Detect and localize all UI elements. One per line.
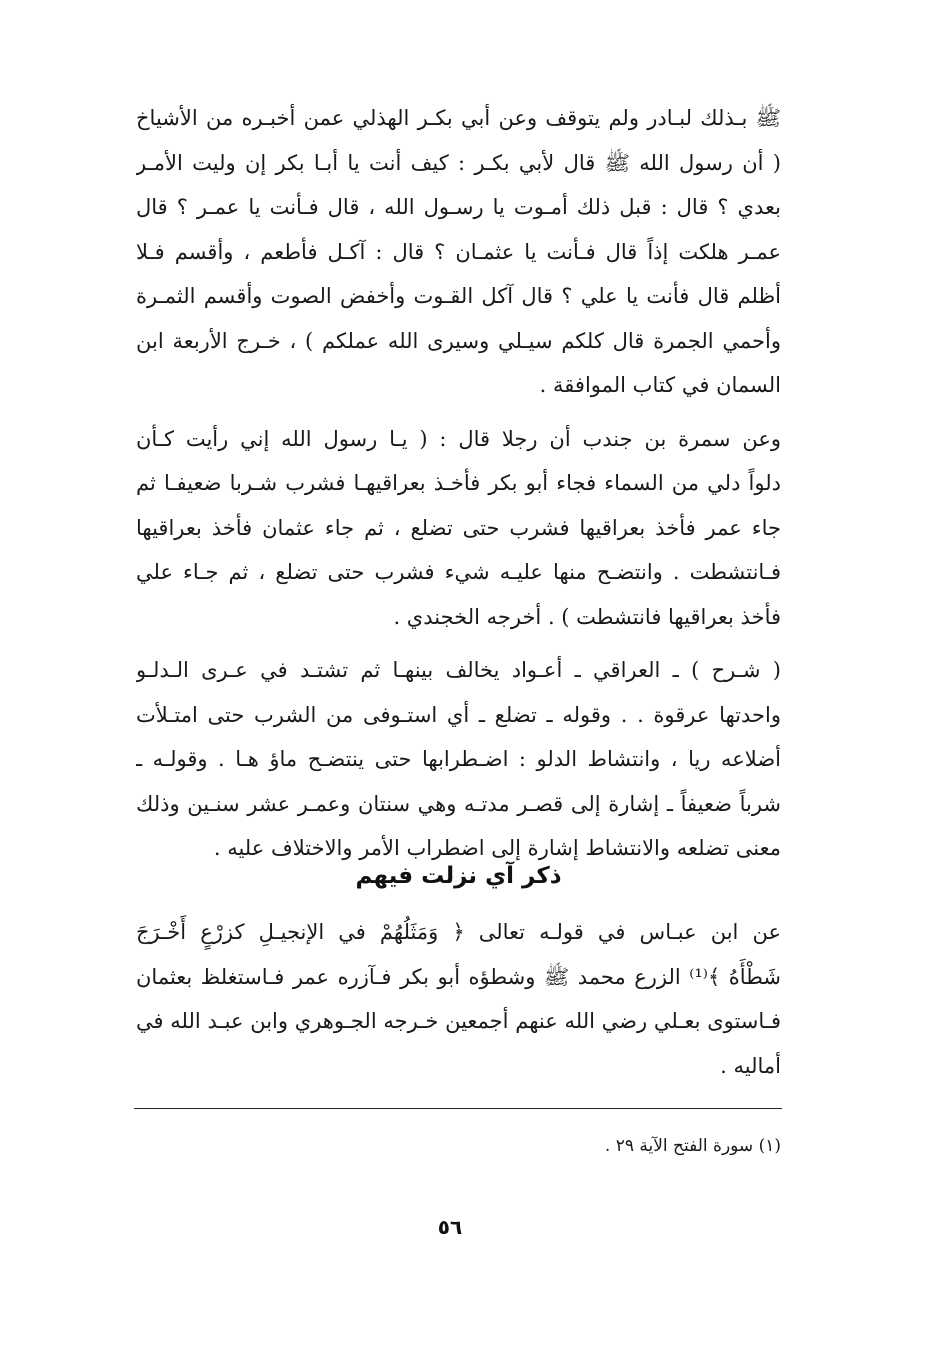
text-line: شرباً ضعيفاً ـ إشارة إلى قصـر مدتـه وهي سنتان وعمـر عشر سنـين وذلك (136, 791, 781, 816)
text-line: ﷺ بـذلك لبـادر ولم يتوقف وعن أبي بكـر الهذلي عمن أخبـره من الأشياخ (136, 106, 781, 130)
text-line: أظلم قال فأنت يا علي ؟ قال آكل القـوت وأخفض الصوت وأقسم الثمـرة (136, 284, 781, 308)
text-line: السمان في كتاب الموافقة . (539, 373, 781, 397)
text-line: دلواً دلي من السماء فجاء أبو بكر فأخـذ بعراقيهـا فشرب شـربا ضعيفـا ثم (136, 471, 781, 495)
text-line: فـاستوى بعـلي رضي الله عنهم أجمعين خـرجه الجـوهري وابن عبـد الله في (136, 1009, 781, 1033)
text-line: ( شـرح ) ـ العراقي ـ أعـواد يخالف بينهـا ثم تشتـد في عـرى الـدلـو (136, 658, 781, 682)
text-line: أماليه . (720, 1053, 781, 1078)
text-line: وعن سمرة بن جندب أن رجلا قال : ( يـا رسول الله إني رأيت كـأن (136, 426, 781, 451)
page-number: ٥٦ (437, 1215, 463, 1239)
text-line: وأحمي الجمرة قال كلكم سيـلي وسيرى الله عملكم ) ، خـرج الأربعة ابن (136, 328, 781, 353)
text-line: فـانتشطت . وانتضـح منها عليـه شيء فشرب حتى تضلع ، ثم جـاء علي (136, 560, 781, 584)
text-line: بعدي ؟ قال : قبل ذلك أمـوت يا رسـول الله ، قال فـأنت يا عمـر ؟ قال (136, 195, 781, 219)
paragraph-4 (136, 910, 781, 1088)
footnote: (١) سورة الفتح الآية ٢٩ . (604, 1136, 781, 1156)
paragraph-2 (136, 417, 781, 640)
paragraph-3 (136, 648, 781, 871)
text-line: ( أن رسول الله ﷺ قال لأبي بكـر : كيف أنت يا أبـا بكر إن وليت الأمـر (136, 150, 781, 175)
text-line: معنى تضلعه والانتشاط إشارة إلى اضطراب الأمر والاختلاف عليه . (213, 836, 781, 860)
paragraph-1 (136, 96, 781, 408)
footnote-divider (134, 1108, 782, 1109)
text-line: عن ابن عبـاس في قولـه تعالى ﴿ وَمَثَلُهُمْ في الإنجيـلِ كزرْعٍ أَخْـرَجَ (136, 920, 781, 944)
text-line: أضلاعه ريا ، وانتشاط الدلو : اضـطرابها حتى ينتضـح ماؤ هـا . وقولـه ـ (136, 747, 781, 771)
text-line: عمـر هلكت إذاً قال فـأنت يا عثمـان ؟ قال : آكـل فأطعم ، وأقسم فـلا (136, 239, 781, 264)
text-line: واحدتها عرقوة . . وقوله ـ تضلع ـ أي استـوفى من الشرب حتى امتـلأت (136, 702, 781, 727)
text-line: فأخذ بعراقيها فانتشطت ) . أخرجه الخجندي . (393, 604, 781, 629)
body-text-lower (136, 910, 781, 1088)
section-heading: ذكر آي نزلت فيهم (355, 863, 562, 889)
body-text-upper (136, 96, 781, 871)
text-line: شَطْأَهُ ﴾⁽¹⁾ الزرع محمد ﷺ وشطؤه أبو بكر فـآزره عمر فـاستغلظ بعثمان (136, 964, 781, 989)
text-line: جاء عمر فأخذ بعراقيها فشرب حتى تضلع ، ثم جاء عثمان فأخذ بعراقيها (136, 515, 781, 540)
